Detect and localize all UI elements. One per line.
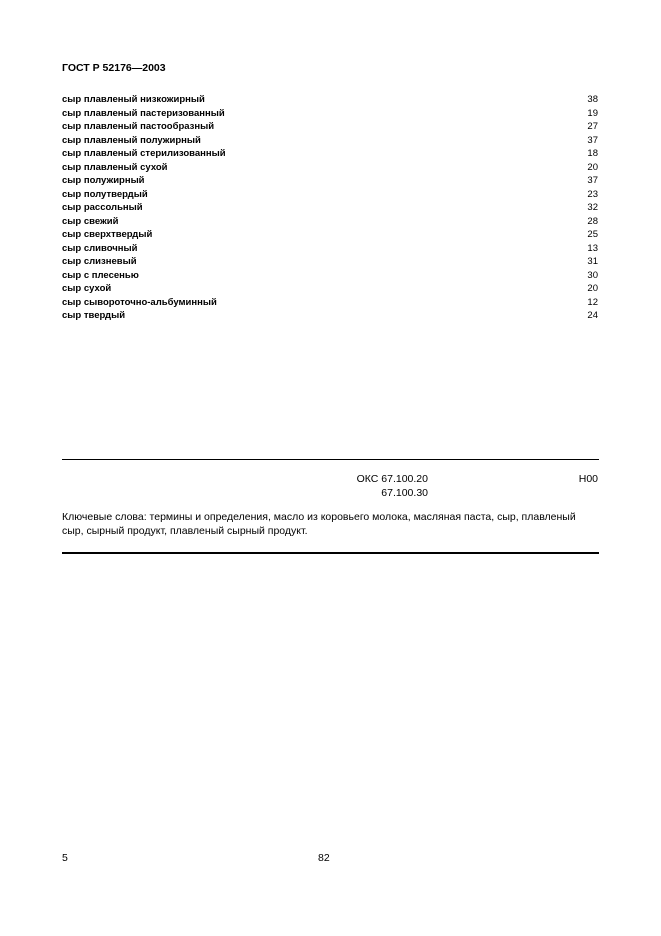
index-page-number: 28: [587, 215, 598, 227]
index-page-number: 23: [587, 188, 598, 200]
index-term: сыр слизневый: [62, 256, 137, 267]
index-term: сыр плавленый полужирный: [62, 134, 201, 146]
index-entry: [62, 255, 598, 269]
index-term: сыр полужирный: [62, 175, 145, 186]
oks-code-line-2: 67.100.30: [381, 487, 428, 499]
oks-code-line-1: ОКС 67.100.20: [356, 473, 428, 485]
index-entry: [62, 269, 598, 283]
index-term: сыр твердый: [62, 310, 126, 321]
index-page-number: 20: [587, 283, 598, 294]
index-term: сыр сливочный: [62, 242, 138, 254]
index-page-number: 13: [587, 242, 598, 254]
index-page-number: 37: [587, 134, 598, 146]
index-page-number: 18: [587, 148, 598, 159]
index-entry: [62, 93, 598, 107]
index-page-number: 25: [587, 229, 598, 240]
footer-page-number: 82: [318, 852, 330, 864]
index-page-number: 12: [587, 296, 598, 308]
index-page-number: 38: [587, 94, 598, 105]
index-page-number: 24: [587, 310, 598, 321]
index-page-number: 30: [587, 269, 598, 281]
index-entry: [62, 282, 598, 296]
index-term: сыр сверхтвердый: [62, 229, 153, 240]
index-term: сыр плавленый низкожирный: [62, 94, 205, 105]
index-entry: [62, 242, 598, 256]
index-entry: [62, 147, 598, 161]
index-entry: [62, 161, 598, 175]
group-code: Н00: [578, 473, 598, 485]
index-page-number: 37: [587, 175, 598, 186]
index-page-number: 31: [587, 256, 598, 267]
index-entry: [62, 228, 598, 242]
index-entry: [62, 120, 598, 134]
footer-left-number: 5: [62, 852, 68, 864]
keywords-text: Ключевые слова: термины и определения, масло из коровьего молока, масляная паста, сыр, плавленый сыр, сырный продукт, плавленый сырный продукт.: [62, 511, 576, 537]
document-header: ГОСТ Р 52176—2003: [62, 62, 166, 74]
index-term: сыр свежий: [62, 215, 119, 227]
index-page-number: 27: [587, 121, 598, 132]
index-entry: [62, 107, 598, 121]
index-term: сыр плавленый стерилизованный: [62, 148, 226, 159]
bottom-divider: [62, 552, 599, 554]
index-page-number: 20: [587, 161, 598, 173]
index-term: сыр сухой: [62, 283, 112, 294]
oks-codes: [350, 472, 428, 500]
top-divider: [62, 459, 599, 460]
index-term: сыр сывороточно-альбуминный: [62, 296, 217, 308]
index-entry: [62, 215, 598, 229]
index-term: сыр с плесенью: [62, 269, 139, 281]
index-term: сыр рассольный: [62, 202, 143, 213]
index-term: сыр плавленый сухой: [62, 161, 168, 173]
index-entry: [62, 188, 598, 202]
index-entry: [62, 309, 598, 323]
index-page-number: 19: [587, 107, 598, 119]
alphabetical-index: [62, 93, 598, 323]
index-term: сыр плавленый пастеризованный: [62, 107, 225, 119]
index-entry: [62, 174, 598, 188]
index-entry: [62, 201, 598, 215]
index-entry: [62, 296, 598, 310]
index-term: сыр плавленый пастообразный: [62, 121, 215, 132]
index-entry: [62, 134, 598, 148]
index-page-number: 32: [587, 202, 598, 213]
index-term: сыр полутвердый: [62, 188, 148, 200]
